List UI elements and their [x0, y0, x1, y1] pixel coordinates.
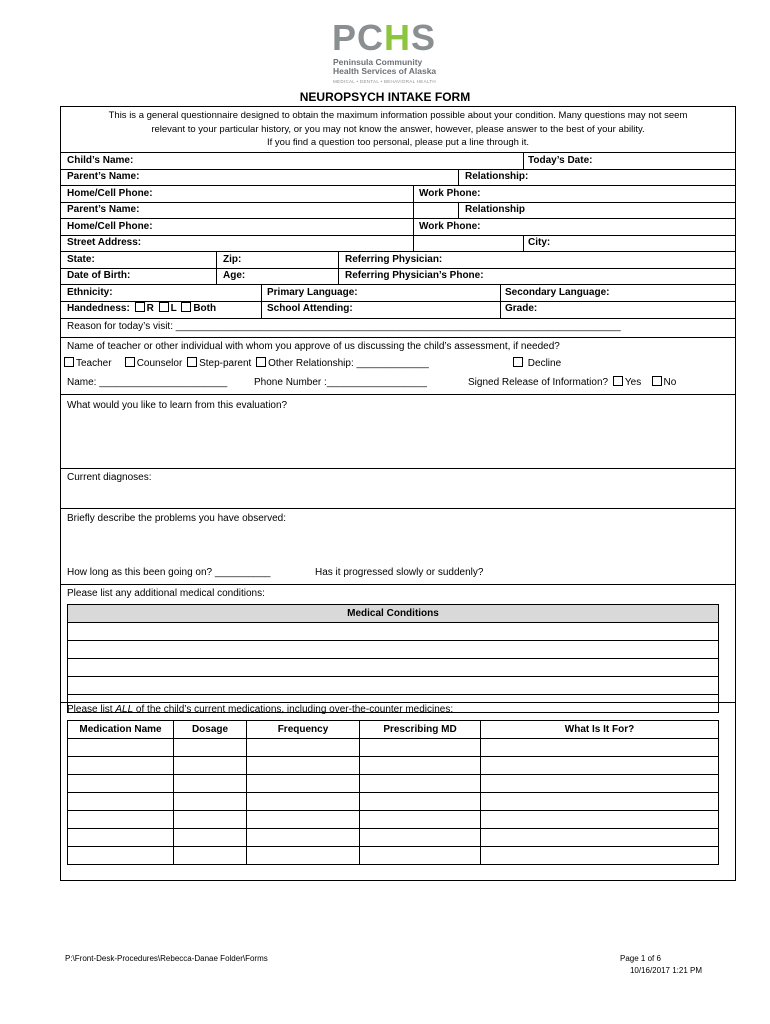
street-address-label: Street Address: [67, 237, 142, 248]
childs-name-label: Child’s Name: [67, 155, 134, 166]
state-label: State: [67, 254, 95, 265]
footer-file-path: P:\Front-Desk-Procedures\Rebecca-Danae Folder\Forms [65, 954, 268, 963]
release-no-checkbox[interactable] [652, 376, 662, 386]
divider [61, 169, 735, 170]
divider [61, 468, 735, 469]
divider [61, 584, 735, 585]
reason-for-visit: Reason for today’s visit: ________________________________________________________________________________ [67, 321, 621, 332]
ethnicity-label: Ethnicity: [67, 287, 113, 298]
intake-form [60, 106, 736, 881]
divider [413, 235, 414, 251]
medications-table [67, 720, 719, 865]
table-row [68, 775, 719, 793]
logo-tagline: MEDICAL • DENTAL • BEHAVIORAL HEALTH [333, 79, 436, 84]
medication-name-header: Medication Name [68, 721, 174, 739]
frequency-header: Frequency [247, 721, 360, 739]
step-parent-checkbox[interactable] [187, 357, 197, 367]
divider [458, 202, 459, 218]
divider [61, 268, 735, 269]
decline-checkbox[interactable] [513, 357, 523, 367]
contact-phone-line: Phone Number :__________________ [254, 377, 427, 388]
medications-question: Please list ALL of the child’s current medications, including over-the-counter medicines: [67, 704, 454, 715]
divider [61, 508, 735, 509]
diagnoses-question: Current diagnoses: [67, 472, 152, 483]
table-row [68, 739, 719, 757]
todays-date-label: Today’s Date: [528, 155, 593, 166]
pchs-logo [300, 14, 470, 86]
form-intro: This is a general questionnaire designed to obtain the maximum information possible about your condition. Many questions may not seem relevant to your particular history, or you may not know the answer, however, please answer to the best of your ability. If you find a question too personal, please put a line through it. [108, 110, 688, 148]
divider [61, 202, 735, 203]
table-row[interactable] [68, 659, 719, 677]
home-phone-label: Home/Cell Phone: [67, 188, 153, 199]
referring-physician-label: Referring Physician: [345, 254, 443, 265]
relationship-label: Relationship: [465, 171, 529, 182]
prescribing-md-header: Prescribing MD [360, 721, 481, 739]
referring-physician-phone-label: Referring Physician’s Phone: [345, 270, 484, 281]
divider [61, 284, 735, 285]
logo-org-name: Peninsula Community Health Services of Alaska [333, 57, 437, 76]
secondary-language-label: Secondary Language: [505, 287, 610, 298]
home-phone-label: Home/Cell Phone: [67, 221, 153, 232]
divider [500, 284, 501, 318]
handedness-row: Handedness: R L Both [67, 303, 217, 314]
divider [61, 251, 735, 252]
teacher-checkbox[interactable] [64, 357, 74, 367]
school-attending-label: School Attending: [267, 303, 353, 314]
divider [458, 169, 459, 185]
learn-question: What would you like to learn from this evaluation? [67, 400, 288, 411]
divider [61, 185, 735, 186]
divider [413, 185, 414, 218]
table-row [68, 811, 719, 829]
divider [261, 284, 262, 318]
medical-conditions-table [67, 604, 719, 713]
table-row[interactable] [68, 677, 719, 695]
primary-language-label: Primary Language: [267, 287, 358, 298]
teacher-question: Name of teacher or other individual with whom you approve of us discussing the child’s assessment, if needed? [67, 341, 560, 352]
divider [61, 152, 735, 153]
logo-letters: PCHS [332, 17, 437, 58]
divider [61, 337, 735, 338]
handedness-r-checkbox[interactable] [135, 302, 145, 312]
release-question: Signed Release of Information? Yes No [468, 377, 677, 388]
dosage-header: Dosage [174, 721, 247, 739]
problems-question: Briefly describe the problems you have observed: [67, 513, 287, 524]
date-of-birth-label: Date of Birth: [67, 270, 131, 281]
contact-name-line: Name: _______________________ [67, 377, 228, 388]
divider [338, 251, 339, 284]
divider [61, 318, 735, 319]
print-datetime: 10/16/2017 1:21 PM [629, 966, 702, 975]
age-label: Age: [223, 270, 246, 281]
counselor-checkbox[interactable] [125, 357, 135, 367]
divider [523, 235, 524, 251]
divider [61, 218, 735, 219]
table-row[interactable] [68, 623, 719, 641]
progression-question: Has it progressed slowly or suddenly? [315, 567, 484, 578]
divider [61, 394, 735, 395]
table-row [68, 793, 719, 811]
divider [523, 152, 524, 169]
table-row[interactable] [68, 641, 719, 659]
medical-conditions-question: Please list any additional medical conditions: [67, 588, 265, 599]
how-long-question: How long as this been going on? __________ [67, 567, 271, 578]
relationship-label: Relationship [465, 204, 526, 215]
work-phone-label: Work Phone: [419, 188, 481, 199]
divider [413, 218, 414, 235]
table-row [68, 847, 719, 865]
page-number: Page 1 of 6 [620, 954, 661, 963]
divider [61, 235, 735, 236]
grade-label: Grade: [505, 303, 538, 314]
relationship-options: Teacher Counselor Step-parent Other Relationship: _____________ [62, 358, 429, 370]
what-is-it-for-header: What Is It For? [481, 721, 719, 739]
table-row [68, 757, 719, 775]
city-label: City: [528, 237, 551, 248]
parents-name-label: Parent’s Name: [67, 171, 140, 182]
other-relationship-checkbox[interactable] [256, 357, 266, 367]
footer-page-info [600, 953, 702, 977]
decline-option: Decline [511, 358, 561, 370]
medical-conditions-header: Medical Conditions [68, 605, 719, 623]
handedness-l-checkbox[interactable] [159, 302, 169, 312]
work-phone-label: Work Phone: [419, 221, 481, 232]
table-row [68, 829, 719, 847]
zip-label: Zip: [223, 254, 242, 265]
handedness-both-checkbox[interactable] [181, 302, 191, 312]
form-title: NEUROPSYCH INTAKE FORM [299, 90, 471, 104]
release-yes-checkbox[interactable] [613, 376, 623, 386]
parents-name-label: Parent’s Name: [67, 204, 140, 215]
divider [216, 251, 217, 284]
